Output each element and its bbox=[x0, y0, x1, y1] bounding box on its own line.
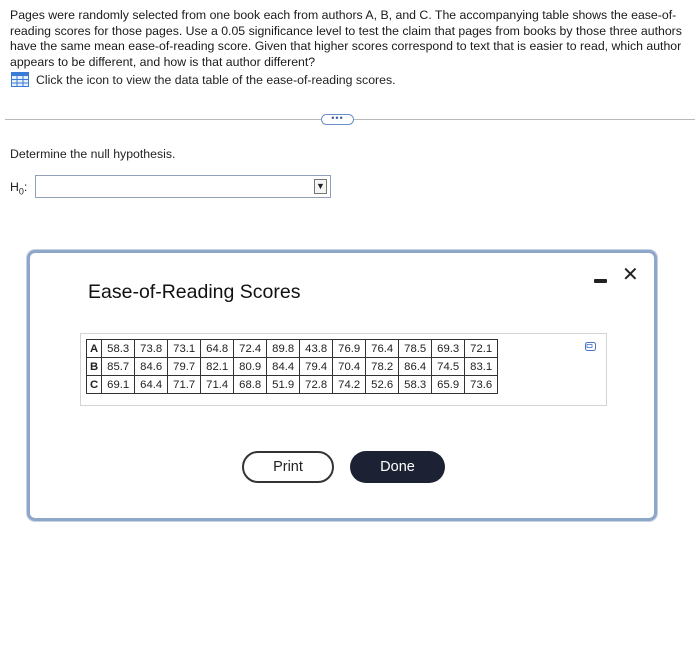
table-cell: 69.3 bbox=[432, 340, 465, 358]
h0-subscript: 0 bbox=[18, 186, 24, 197]
triangle-down-icon[interactable]: ▼ bbox=[314, 179, 327, 194]
row-label: B bbox=[87, 358, 102, 376]
table-row bbox=[87, 340, 498, 358]
table-cell: 74.2 bbox=[333, 376, 366, 394]
minimize-icon[interactable] bbox=[594, 279, 607, 283]
table-cell: 78.2 bbox=[366, 358, 399, 376]
print-button[interactable]: Print bbox=[242, 451, 334, 483]
table-cell: 65.9 bbox=[432, 376, 465, 394]
table-cell: 71.7 bbox=[168, 376, 201, 394]
copy-icon[interactable] bbox=[585, 342, 596, 351]
table-cell: 51.9 bbox=[267, 376, 300, 394]
table-row bbox=[87, 376, 498, 394]
table-cell: 73.8 bbox=[135, 340, 168, 358]
table-cell: 83.1 bbox=[465, 358, 498, 376]
close-icon[interactable]: ✕ bbox=[622, 264, 639, 286]
done-button[interactable]: Done bbox=[350, 451, 445, 483]
table-cell: 70.4 bbox=[333, 358, 366, 376]
table-cell: 64.4 bbox=[135, 376, 168, 394]
table-cell: 76.9 bbox=[333, 340, 366, 358]
table-cell: 72.1 bbox=[465, 340, 498, 358]
table-cell: 72.4 bbox=[234, 340, 267, 358]
part-prompt: Determine the null hypothesis. bbox=[10, 147, 176, 161]
scores-table-frame bbox=[80, 333, 607, 406]
table-cell: 82.1 bbox=[201, 358, 234, 376]
table-cell: 79.7 bbox=[168, 358, 201, 376]
question-text: Pages were randomly selected from one book each from authors A, B, and C. The accompanying table shows the ease-of-reading scores for those pages. Use a 0.05 significance level to test the claim that pages from books by those three authors have the same mean ease-of-reading score. Given that higher scores correspond to text that is easier to read, which author appears to be different, and how is that author different? bbox=[10, 8, 682, 69]
h0-label bbox=[10, 180, 27, 196]
h0-colon: : bbox=[23, 180, 28, 194]
row-label: C bbox=[87, 376, 102, 394]
table-cell: 72.8 bbox=[300, 376, 333, 394]
table-cell: 68.8 bbox=[234, 376, 267, 394]
table-cell: 79.4 bbox=[300, 358, 333, 376]
grid-icon[interactable] bbox=[11, 72, 29, 87]
scores-table bbox=[86, 339, 498, 394]
table-row bbox=[87, 358, 498, 376]
table-cell: 85.7 bbox=[102, 358, 135, 376]
table-cell: 43.8 bbox=[300, 340, 333, 358]
data-table-link[interactable] bbox=[11, 72, 396, 87]
table-cell: 78.5 bbox=[399, 340, 432, 358]
data-link-label[interactable]: Click the icon to view the data table of the ease-of-reading scores. bbox=[36, 72, 396, 87]
table-cell: 73.1 bbox=[168, 340, 201, 358]
table-cell: 58.3 bbox=[102, 340, 135, 358]
table-cell: 74.5 bbox=[432, 358, 465, 376]
dialog-title: Ease-of-Reading Scores bbox=[88, 281, 301, 303]
data-table-dialog bbox=[27, 250, 657, 521]
table-cell: 73.6 bbox=[465, 376, 498, 394]
table-cell: 89.8 bbox=[267, 340, 300, 358]
expand-button[interactable]: ••• bbox=[321, 114, 354, 125]
table-cell: 84.6 bbox=[135, 358, 168, 376]
row-label: A bbox=[87, 340, 102, 358]
table-cell: 58.3 bbox=[399, 376, 432, 394]
h0-letter: H bbox=[10, 180, 19, 194]
table-cell: 64.8 bbox=[201, 340, 234, 358]
table-cell: 71.4 bbox=[201, 376, 234, 394]
table-cell: 76.4 bbox=[366, 340, 399, 358]
table-cell: 80.9 bbox=[234, 358, 267, 376]
table-cell: 52.6 bbox=[366, 376, 399, 394]
table-cell: 84.4 bbox=[267, 358, 300, 376]
h0-dropdown[interactable] bbox=[35, 175, 331, 198]
table-cell: 86.4 bbox=[399, 358, 432, 376]
table-cell: 69.1 bbox=[102, 376, 135, 394]
